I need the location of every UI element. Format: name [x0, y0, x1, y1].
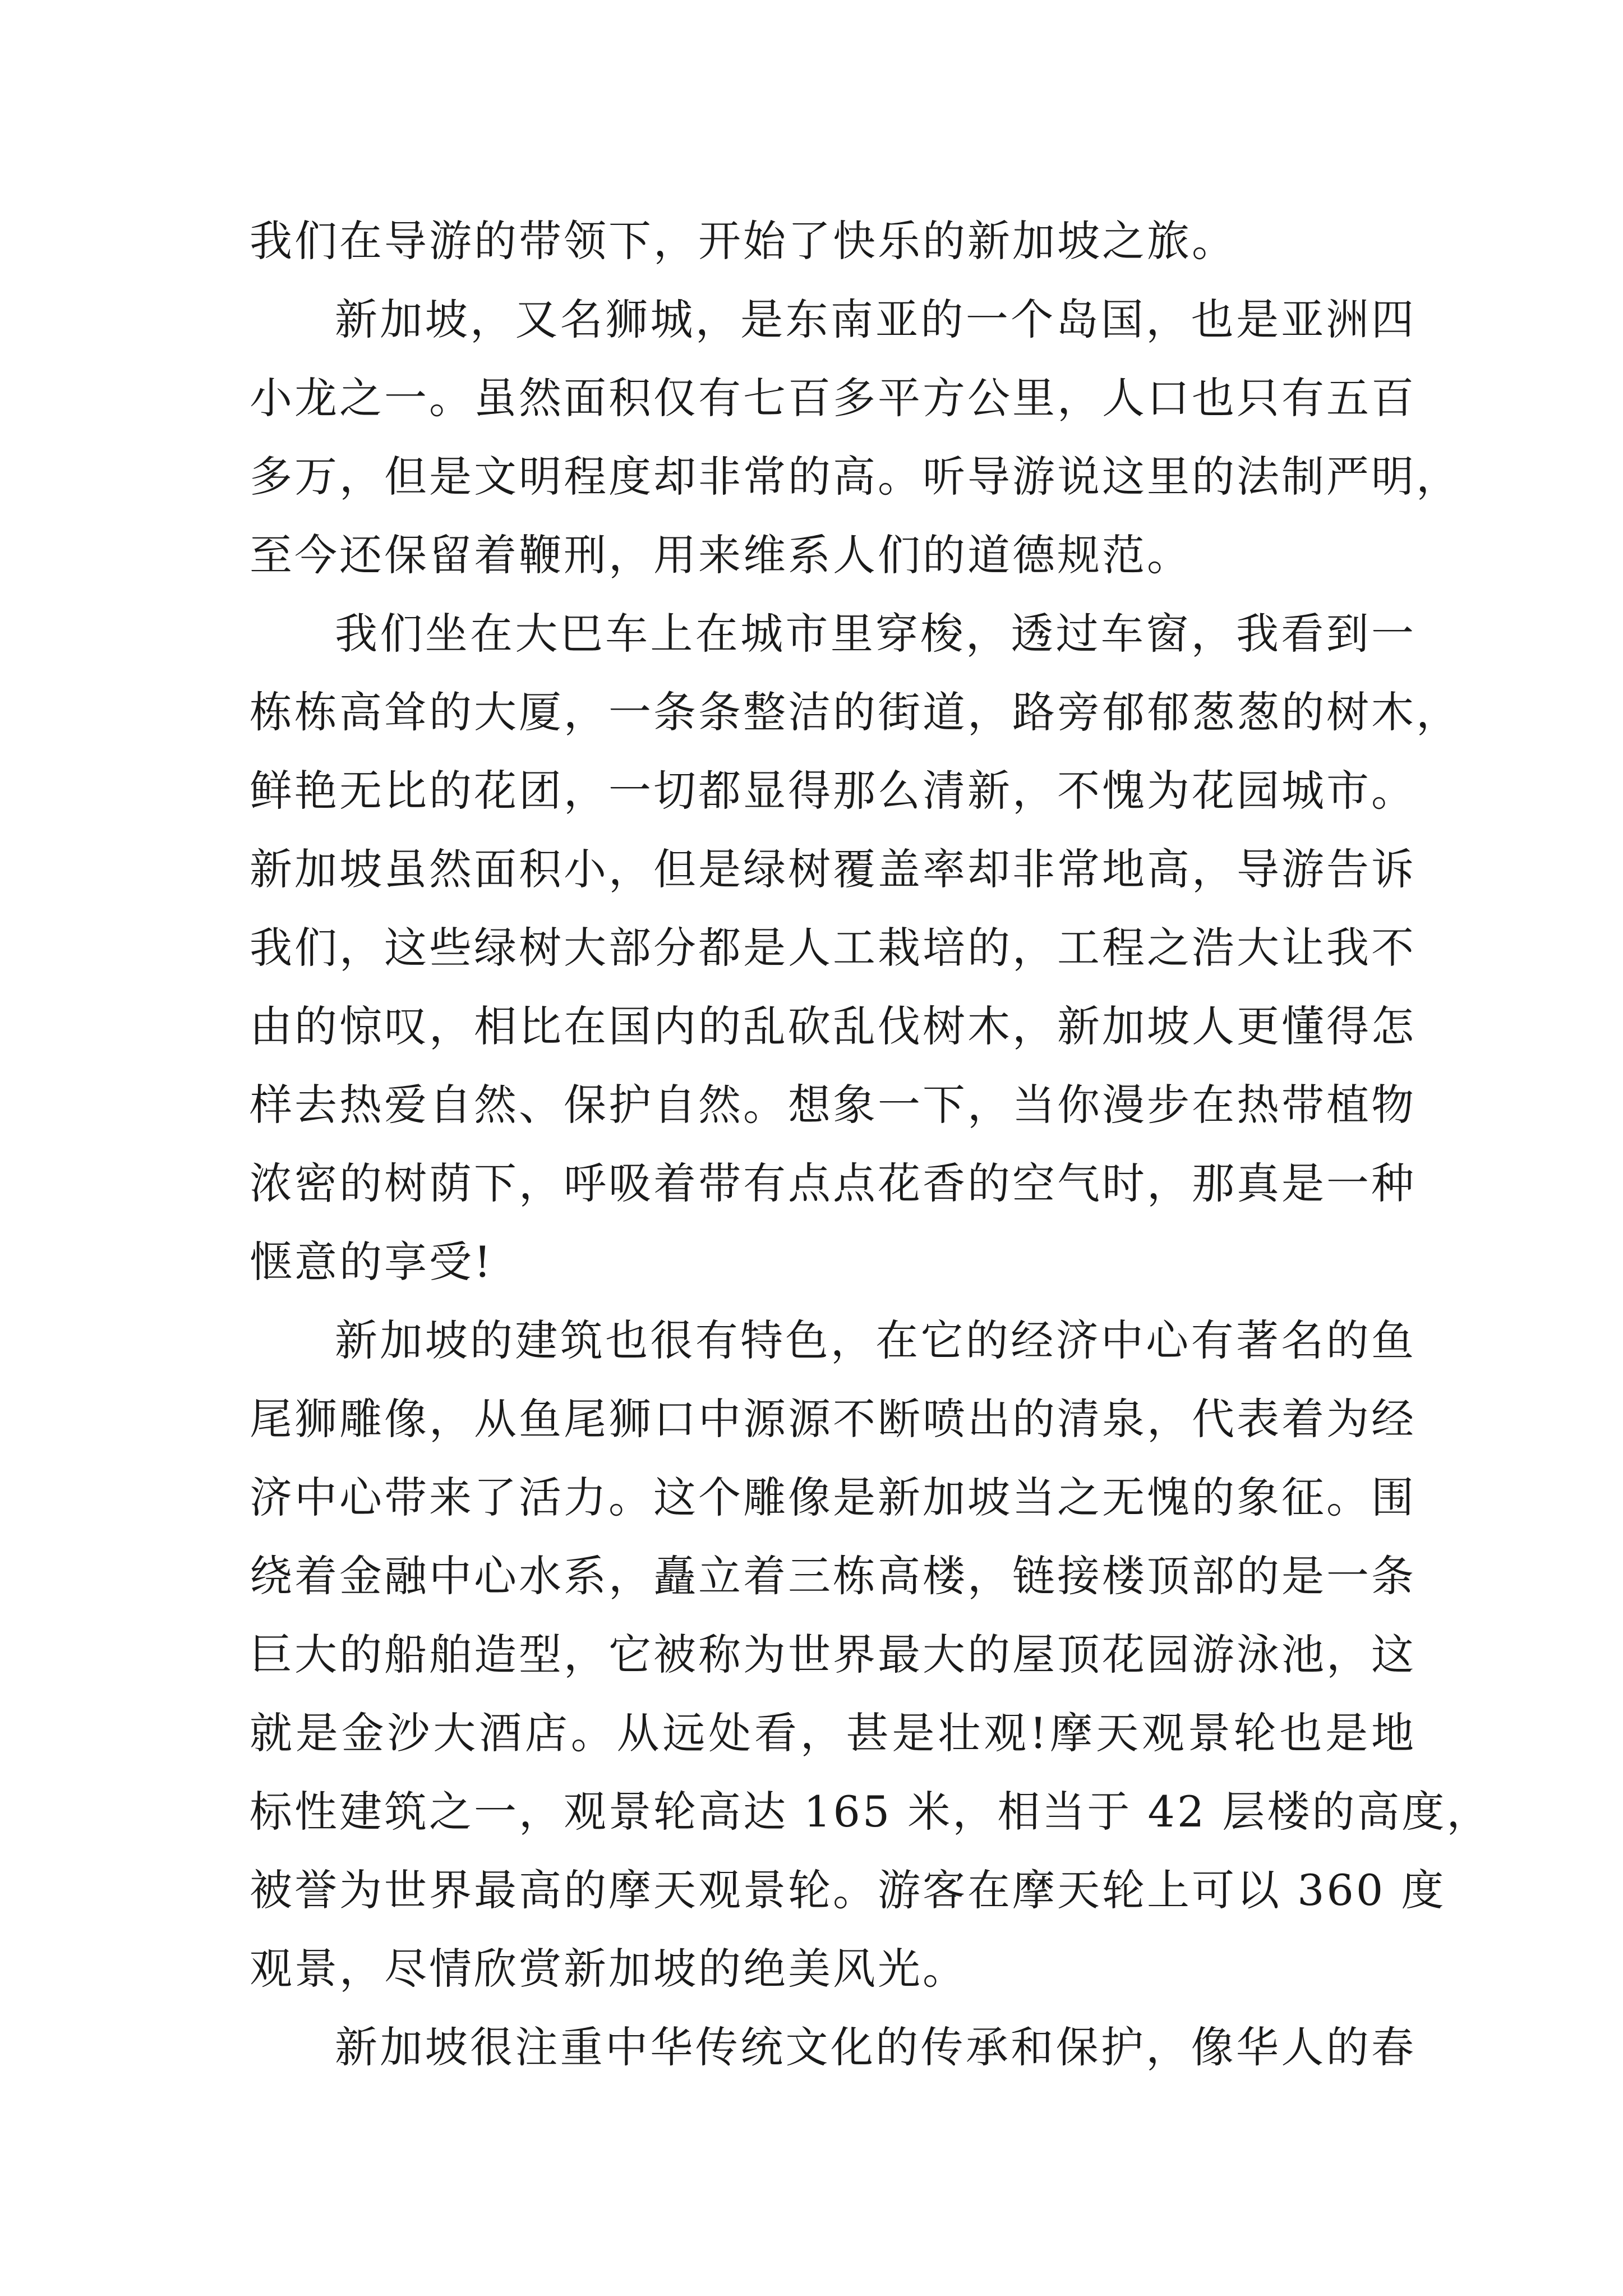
- text-line: 鲜艳无比的花团，一切都显得那么清新，不愧为花园城市。: [250, 766, 1416, 816]
- text-line: 我们在导游的带领下，开始了快乐的新加坡之旅。: [250, 216, 1237, 266]
- text-line: 新加坡虽然面积小，但是绿树覆盖率却非常地高，导游告诉: [250, 844, 1416, 894]
- text-line: 尾狮雕像，从鱼尾狮口中源源不断喷出的清泉，代表着为经: [250, 1394, 1416, 1444]
- text-line: 济中心带来了活力。这个雕像是新加坡当之无愧的象征。围: [250, 1473, 1416, 1522]
- text-line: 标性建筑之一，观景轮高达 165 米，相当于 42 层楼的高度，: [250, 1787, 1492, 1837]
- text-line: 绕着金融中心水系，矗立着三栋高楼，链接楼顶部的是一条: [250, 1551, 1416, 1601]
- body-text: [250, 202, 1492, 2087]
- text-line: 小龙之一。虽然面积仅有七百多平方公里，人口也只有五百: [250, 373, 1416, 423]
- paragraph-first-line: 新加坡很注重中华传统文化的传承和保护，像华人的春: [335, 2022, 1416, 2072]
- text-line: 惬意的享受!: [250, 1237, 494, 1287]
- text-line: 我们，这些绿树大部分都是人工栽培的，工程之浩大让我不: [250, 923, 1416, 973]
- paragraph-first-line: 新加坡的建筑也很有特色，在它的经济中心有著名的鱼: [335, 1315, 1416, 1365]
- paragraph-first-line: 新加坡，又名狮城，是东南亚的一个岛国，也是亚洲四: [335, 295, 1416, 344]
- text-line: 多万，但是文明程度却非常的高。听导游说这里的法制严明，: [250, 452, 1461, 501]
- text-line: 浓密的树荫下，呼吸着带有点点花香的空气时，那真是一种: [250, 1158, 1416, 1208]
- text-line: 由的惊叹，相比在国内的乱砍乱伐树木，新加坡人更懂得怎: [250, 1001, 1416, 1051]
- text-line: 就是金沙大酒店。从远处看，甚是壮观!摩天观景轮也是地: [250, 1708, 1416, 1758]
- text-line: 巨大的船舶造型，它被称为世界最大的屋顶花园游泳池，这: [250, 1630, 1416, 1680]
- paragraph-first-line: 我们坐在大巴车上在城市里穿梭，透过车窗，我看到一: [335, 609, 1416, 659]
- text-line: 栋栋高耸的大厦，一条条整洁的街道，路旁郁郁葱葱的树木，: [250, 687, 1461, 737]
- text-line: 样去热爱自然、保护自然。想象一下，当你漫步在热带植物: [250, 1080, 1416, 1130]
- text-line: 观景，尽情欣赏新加坡的绝美风光。: [250, 1944, 967, 1994]
- text-line: 被誉为世界最高的摩天观景轮。游客在摩天轮上可以 360 度: [250, 1865, 1446, 1915]
- text-line: 至今还保留着鞭刑，用来维系人们的道德规范。: [250, 530, 1192, 580]
